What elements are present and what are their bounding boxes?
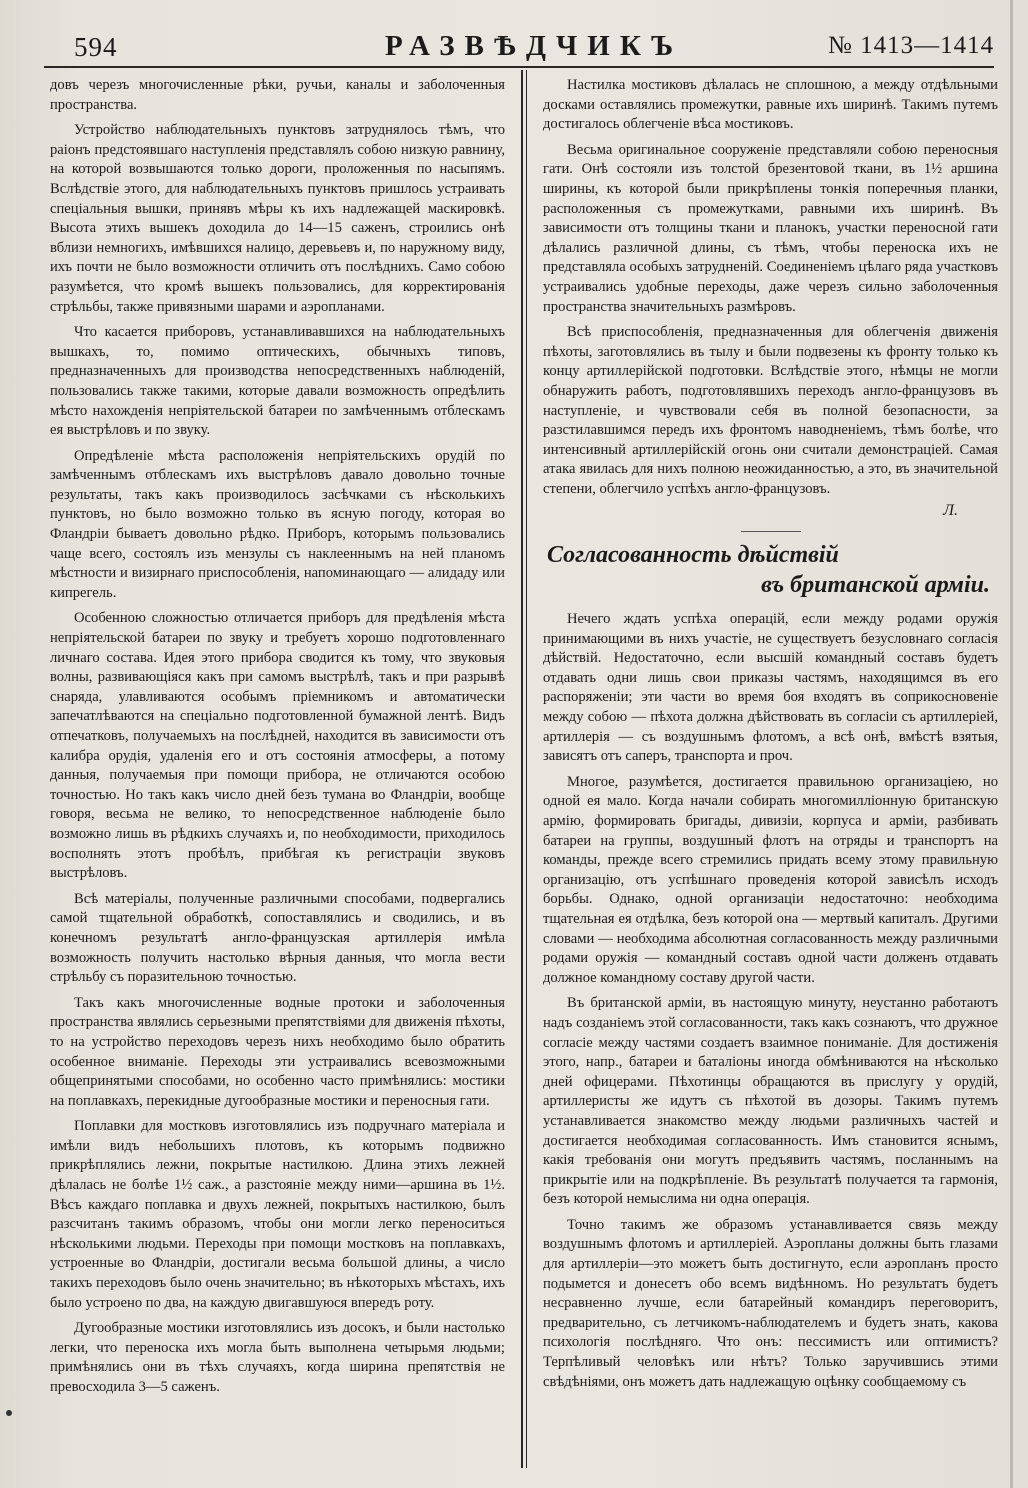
paragraph: Поплавки для мостковъ изготовлялись изъ подручнаго матеріала и имѣли видъ небольшихъ плотовъ, къ которымъ подвижно прикрѣплялись лежни, покрытые настилкою. Длина этихъ лежней дѣлалась не болѣе 1½ саж., а разстояніе между ними—аршина въ 1½. Вѣсъ каждаго поплавка и двухъ лежней, покрытыхъ настилкою, былъ разсчитанъ такимъ образомъ, чтобы они могли легко переноситься нѣсколькими людьми. Переходы при помощи мостковъ на поплавкахъ, устроенные во Фландріи, достигали весьма большой длины, а число такихъ переходовъ было очень значительно; въ нѣкоторыхъ мѣстахъ, ихъ было устроено по два, на каждую двигавшуюся впередъ роту.	[50, 1118, 505, 1311]
paragraph: Особенною сложностью отличается приборъ для предѣленія мѣста непріятельской батареи по звуку и требуетъ хорошо подготовленнаго личнаго состава. Идея этого прибора сводится къ тому, что звуковыя волны, развивающіяся какъ при самомъ выстрѣлѣ, такъ и при разрывѣ снаряда, улавливаются особымъ пріемникомъ и автоматически запечатлѣваются на спеціально подготовленной бумажной лентѣ. Видъ отпечатковъ, получаемыхъ на послѣдней, находится въ зависимости отъ калибра орудія, удаленія его и отъ состоянія атмосферы, а потому данныя, получаемыя при помощи прибора, не отличаются особою точностью. Но такъ какъ число дней безъ тумана во Фландріи, вообще говоря, весьма не велико, то непосредственное наблюденіе было возможно лишь въ рѣдкихъ случаяхъ и, по необходимости, приходилось восполнять этотъ пробѣлъ, прибѣгая къ регистраціи звуковъ выстрѣловъ.	[50, 610, 505, 882]
page-number: 594	[74, 32, 118, 62]
header-rule	[44, 66, 994, 68]
scan-edge-mark	[1010, 0, 1013, 1488]
paragraph: довъ черезъ многочисленные рѣки, ручьи, каналы и заболоченныя пространства.	[50, 77, 505, 113]
left-column	[50, 76, 505, 1466]
paragraph: Многое, разумѣется, достигается правильною организаціею, но одной ея мало. Когда начали собирать многомилліонную британскую армію, формировать бригады, дивизіи, корпуса и арміи, разбивать батареи на группы, воздушный флотъ на отряды и транспортъ на команды, прежде всего стремились придать всему этому правильную организацію, отъ успѣшнаго проведенія которой зависѣлъ исходъ борьбы. Однако, одной организаціи недостаточно: необходима тщательная ея отдѣлка, безъ которой она — мертвый капиталъ. Другими словами — необходима абсолютная согласованность между различными родами оружія — командный составъ одной части долженъ отдавать должное командному составу другой части.	[543, 773, 998, 986]
paragraph: Устройство наблюдательныхъ пунктовъ затруднялось тѣмъ, что раіонъ предстоявшаго наступленія представлялъ собою низкую равнину, на которой возвышаются только дороги, проложенныя по насыпямъ. Вслѣдствіе этого, для наблюдательныхъ пунктовъ пришлось устраивать спеціальныя вышки, принявъ мѣры къ ихъ надлежащей маскировкѣ. Высота этихъ вышекъ доходила до 14—15 саженъ, строились онѣ вблизи немногихъ, имѣвшихся налицо, деревьевъ и, по наружному виду, ихъ почти не было возможности отличить отъ послѣднихъ. Само собою разумѣется, что кромѣ вышекъ пользовались, для корректированія стрѣльбы, также привязными шарами и аэропланами.	[50, 122, 505, 315]
paragraph: Опредѣленіе мѣста расположенія непріятельскихъ орудій по замѣченнымъ отблескамъ ихъ выстрѣловъ давало довольно точные результаты, такъ какъ производилось засѣчками съ нѣсколькихъ пунктовъ, но было возможно только въ ясную погоду, которая во Фландріи бываетъ довольно рѣдко. Приборъ, которымъ пользовались чаще всего, состоялъ изъ мензулы съ наклееннымъ на ней планомъ мѣстности и визирнаго приспособленія, напоминающаго — алидаду или кипрегель.	[50, 447, 505, 601]
article-title-line2: въ британской арміи.	[761, 572, 990, 599]
paragraph: Дугообразные мостики изготовлялись изъ досокъ, и были настолько легки, что переноска ихъ могла быть выполнена четырьмя людьми; примѣнялись они въ тѣхъ случаяхъ, когда ширина препятствія не превосходила 3—5 саженъ.	[50, 1320, 505, 1395]
column-divider-thin	[526, 70, 527, 1468]
column-divider	[521, 70, 523, 1468]
paragraph: Въ британской арміи, въ настоящую минуту, неустанно работаютъ надъ созданіемъ этой согласованности, такъ какъ сознаютъ, что дружное согласіе между частями создаетъ взаимное пониманіе. Для достиженія этого, напр., батареи и баталіоны иногда обмѣниваются на нѣсколько дней офицерами. Пѣхотинцы обращаются въ прислугу у орудій, артиллеристы же идутъ съ пѣхотой въ дозоры. Такимъ путемъ устанавливается знакомство между людьми различныхъ частей и достигается необходимая согласованность. Имъ становится яснымъ, какія требованія они могутъ предъявить частямъ, посланнымъ на прикрытіе или на подкрѣпленіе. Въ результатѣ получается та гармонія, безъ которой немыслима ни одна операція.	[543, 995, 998, 1208]
section-separator	[741, 531, 801, 532]
issue-number: № 1413—1414	[828, 32, 995, 59]
paragraph: Настилка мостиковъ дѣлалась не сплошною, а между отдѣльными досками оставлялись промежутки, равные ихъ ширинѣ. Такимъ путемъ достигалось облегченіе вѣса мостиковъ.	[543, 77, 998, 133]
paragraph: Всѣ матеріалы, полученные различными способами, подвергались самой тщательной обработкѣ, сопоставлялись и сводились, и въ конечномъ результатѣ англо-французская артиллерія имѣла возможность получить настолько вѣрныя данныя, что могла вести стрѣльбу съ поразительною точностью.	[50, 890, 505, 986]
ink-spot	[6, 1410, 12, 1416]
paragraph: Весьма оригинальное сооруженіе представляли собою переносныя гати. Онѣ состояли изъ толстой брезентовой ткани, въ 1½ аршина ширины, къ которой были прикрѣплены тонкія поперечныя планки, расположенныя съ промежутками, равными ихъ ширинѣ. Въ зависимости отъ толщины ткани и планокъ, участки переносной гати дѣлались различной длины, съ тѣмъ, чтобы переноска ихъ не представляла особыхъ затрудненій. Соединеніемъ цѣлаго ряда участковъ устраивались удобные переходы, даже черезъ сильно заболоченныя пространства значительныхъ размѣровъ.	[543, 141, 998, 315]
paragraph: Точно такимъ же образомъ устанавливается связь между воздушнымъ флотомъ и артиллеріей. Аэропланы должны быть глазами для артиллеріи—это можетъ быть достигнуто, если аэропланъ просто подымется и донесетъ обо всемъ видѣнномъ. Но результатъ будетъ несравненно лучше, если батарейный командиръ переговоритъ, предварительно, съ летчикомъ-наблюдателемъ и будетъ знать, какова психологія послѣдняго. Что онъ: пессимистъ или оптимистъ? Терпѣливый человѣкъ или нѣтъ? Только заручившись этими свѣдѣніями, онъ можетъ дать надлежащую оцѣнку сообщаемому съ	[543, 1216, 998, 1390]
paragraph: Нечего ждать успѣха операцій, если между родами оружія принимающими въ нихъ участіе, не существуетъ безусловнаго согласія дѣйствій. Недостаточно, если высшій командный составъ будетъ отдавать одни лишь свои приказы частямъ, находящимся въ его распоряженіи; эти части во время боя входятъ въ соприкосновеніе между собою — пѣхота должна дѣйствовать въ согласіи съ артиллеріей, артиллерія — съ воздушнымъ флотомъ, а всѣ онѣ, вмѣстѣ взятыя, зависятъ отъ саперъ, транспорта и проч.	[543, 611, 998, 765]
paragraph: Что касается приборовъ, устанавливавшихся на наблюдательныхъ вышкахъ, то, помимо оптическихъ, обычныхъ типовъ, предназначенныхъ для производства непосредственныхъ наблюденій, пользовались также такими, которые давали возможность опредѣлить мѣсто нахожденія непріятельской батареи по замѣченнымъ отблескамъ ея выстрѣловъ и по звуку.	[50, 324, 505, 439]
paragraph: Такъ какъ многочисленные водные протоки и заболоченныя пространства являлись серьезными препятствіями для движенія пѣхоты, то на устройство переходовъ черезъ нихъ необходимо было обратить особенное вниманіе. Переходы эти устраивались всевозможными общепринятыми способами, но особенно часто примѣнялись: мостики на поплавкахъ, перекидные дугообразные мостики и переносныя гати.	[50, 994, 505, 1109]
article-title-line1: Согласованность дѣйствій	[547, 542, 839, 569]
page-header	[0, 28, 1028, 68]
paragraph: Всѣ приспособленія, предназначенныя для облегченія движенія пѣхоты, заготовлялись въ тылу и были подвезены къ фронту только къ концу артиллерійской подготовки. Вслѣдствіе этого, нѣмцы не могли обнаружить работъ, подготовлявшихъ переходъ англо-французовъ въ наступленіе, и чувствовали себя въ полной безопасности, за разстилавшимся передъ ихъ фронтомъ наводненіемъ, тѣмъ болѣе, что интенсивный артиллерійскій огонь они считали демонстраціей. Самая атака явилась для нихъ полною неожиданностью, а это, въ значительной степени, облегчило успѣхъ англо-французовъ.	[543, 324, 998, 497]
author-signature: Л.	[943, 502, 958, 520]
right-column	[543, 76, 998, 1466]
journal-title: РАЗВѢДЧИКЪ	[385, 30, 684, 62]
